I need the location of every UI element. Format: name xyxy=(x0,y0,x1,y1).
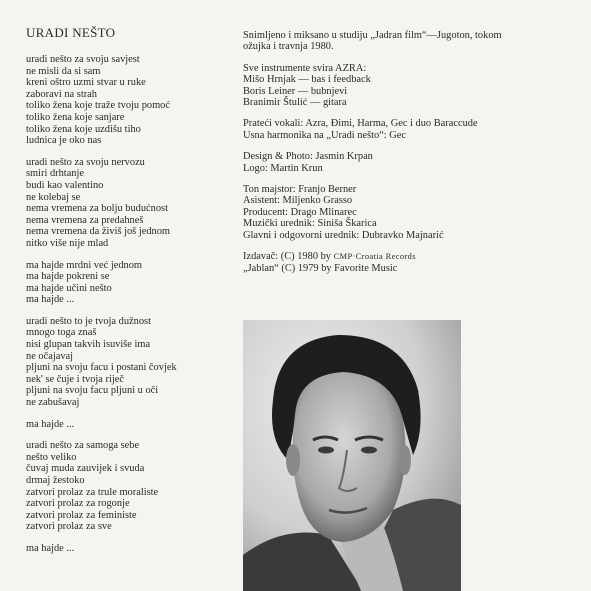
lyric-stanza xyxy=(26,316,226,409)
lyric-line: uradi nešto za samoga sebe xyxy=(26,440,140,452)
lyric-line: zatvori prolaz za rogonje xyxy=(26,498,130,510)
production-line: Glavni i odgovorni urednik: Dubravko Majnarić xyxy=(243,229,444,241)
lyric-line: uradi nešto za svoju nervozu xyxy=(26,156,145,168)
lyric-line: nitko više nije mlad xyxy=(26,237,109,249)
lyrics-column xyxy=(26,26,226,565)
lyric-line: ne kolebaj se xyxy=(26,191,81,203)
lyric-line: zatvori prolaz za trule moraliste xyxy=(26,486,159,498)
lyric-line: nema vremena da živiš još jednom xyxy=(26,226,170,238)
vocals-line: Prateći vokali: Azra, Đimi, Harma, Gec i duo Baraccude xyxy=(243,118,478,130)
lyric-line: nema vremena za bolju budućnost xyxy=(26,203,168,215)
lyric-stanza xyxy=(26,419,226,431)
design-line: Design & Photo: Jasmin Krpan xyxy=(243,151,373,163)
license-line: „Jablan“ (C) 1979 by Favorite Music xyxy=(243,262,398,274)
instruments-line: Branimir Štulić — gitara xyxy=(243,97,347,109)
lyric-stanza xyxy=(26,157,226,250)
recording-info xyxy=(243,30,583,53)
design-info xyxy=(243,151,583,174)
recording-line: Snimljeno i miksano u studiju „Jadran film“—Jugoton, tokom xyxy=(243,30,502,41)
lyric-line: uradi nešto za svoju savjest xyxy=(26,54,140,65)
production-line: Asistent: Miljenko Grasso xyxy=(243,195,353,207)
instruments-info xyxy=(243,63,583,109)
lyric-stanza xyxy=(26,440,226,533)
lyric-line: pljuni na svoju facu i postani čovjek xyxy=(26,362,177,374)
lyric-line: ma hajde ... xyxy=(26,294,75,306)
lyric-line: ma hajde ... xyxy=(26,418,75,430)
publisher-info xyxy=(243,251,583,274)
lyric-line: uradi nešto to je tvoja dužnost xyxy=(26,315,151,327)
vocals-line: Usna harmonika na „Uradi nešto“: Gec xyxy=(243,129,407,141)
lyric-line: ma hajde učini nešto xyxy=(26,282,112,294)
lyric-line: nek' se čuje i tvoja riječ xyxy=(26,373,124,385)
production-line: Ton majstor: Franjo Berner xyxy=(243,184,357,196)
production-line: Producent: Drago Mlinarec xyxy=(243,206,357,218)
instruments-line: Boris Leiner — bubnjevi xyxy=(243,85,348,97)
lyric-line: ne misli da si sam xyxy=(26,65,101,77)
lyric-line: drmaj žestoko xyxy=(26,475,85,486)
production-info xyxy=(243,184,583,241)
portrait-image xyxy=(243,320,461,591)
song-title: URADI NEŠTO xyxy=(26,25,116,40)
lyric-line: smiri drhtanje xyxy=(26,168,85,180)
recording-line: ožujka i travnja 1980. xyxy=(243,41,334,53)
lyric-line: toliko žena koje traže tvoju pomoć xyxy=(26,100,170,112)
portrait-photo xyxy=(243,320,461,591)
lyric-stanza xyxy=(26,260,226,306)
lyric-line: ne očajavaj xyxy=(26,350,74,362)
instruments-line: Sve instrumente svira AZRA: xyxy=(243,62,367,74)
publisher-line: Izdavač: (C) 1980 by CMP·Croatia Records xyxy=(243,251,416,263)
lyric-line: zatvori prolaz za feministe xyxy=(26,509,137,521)
lyric-line: pljuni na svoju facu pljuni u oči xyxy=(26,385,159,397)
lyric-stanza xyxy=(26,543,226,555)
lyric-line: nisi glupan takvih isuviše ima xyxy=(26,339,151,351)
design-line: Logo: Martin Krun xyxy=(243,162,323,174)
lyric-line: kreni oštro uzmi stvar u ruke xyxy=(26,77,146,89)
vocals-info xyxy=(243,118,583,141)
lyric-line: zaboravi na strah xyxy=(26,88,97,100)
lyric-line: ma hajde mrdni već jednom xyxy=(26,259,142,271)
lyric-line: ma hajde ... xyxy=(26,542,75,554)
lyric-stanza xyxy=(26,54,226,147)
label-name: CMP·Croatia Records xyxy=(333,252,416,262)
lyric-line: toliko žena koje sanjare xyxy=(26,111,125,123)
lyric-line: ludnica je oko nas xyxy=(26,135,102,147)
credits-column xyxy=(243,30,583,284)
lyric-line: toliko žena koje uzdišu tiho xyxy=(26,123,141,135)
production-line: Muzički urednik: Siniša Škarica xyxy=(243,218,377,230)
lyric-line: nema vremena za predahneš xyxy=(26,214,144,226)
lyric-line: nešto veliko xyxy=(26,451,77,463)
lyric-line: mnogo toga znaš xyxy=(26,327,97,339)
lyric-line: čuvaj muda zauvijek i svuda xyxy=(26,463,145,475)
lyric-line: budi kao valentino xyxy=(26,179,104,191)
lyric-line: ne zabušavaj xyxy=(26,397,80,409)
lyric-line: zatvori prolaz za sve xyxy=(26,521,112,533)
lyrics-body xyxy=(26,54,226,555)
instruments-line: Mišo Hrnjak — bas i feedback xyxy=(243,74,371,86)
lyric-line: ma hajde pokreni se xyxy=(26,271,110,283)
